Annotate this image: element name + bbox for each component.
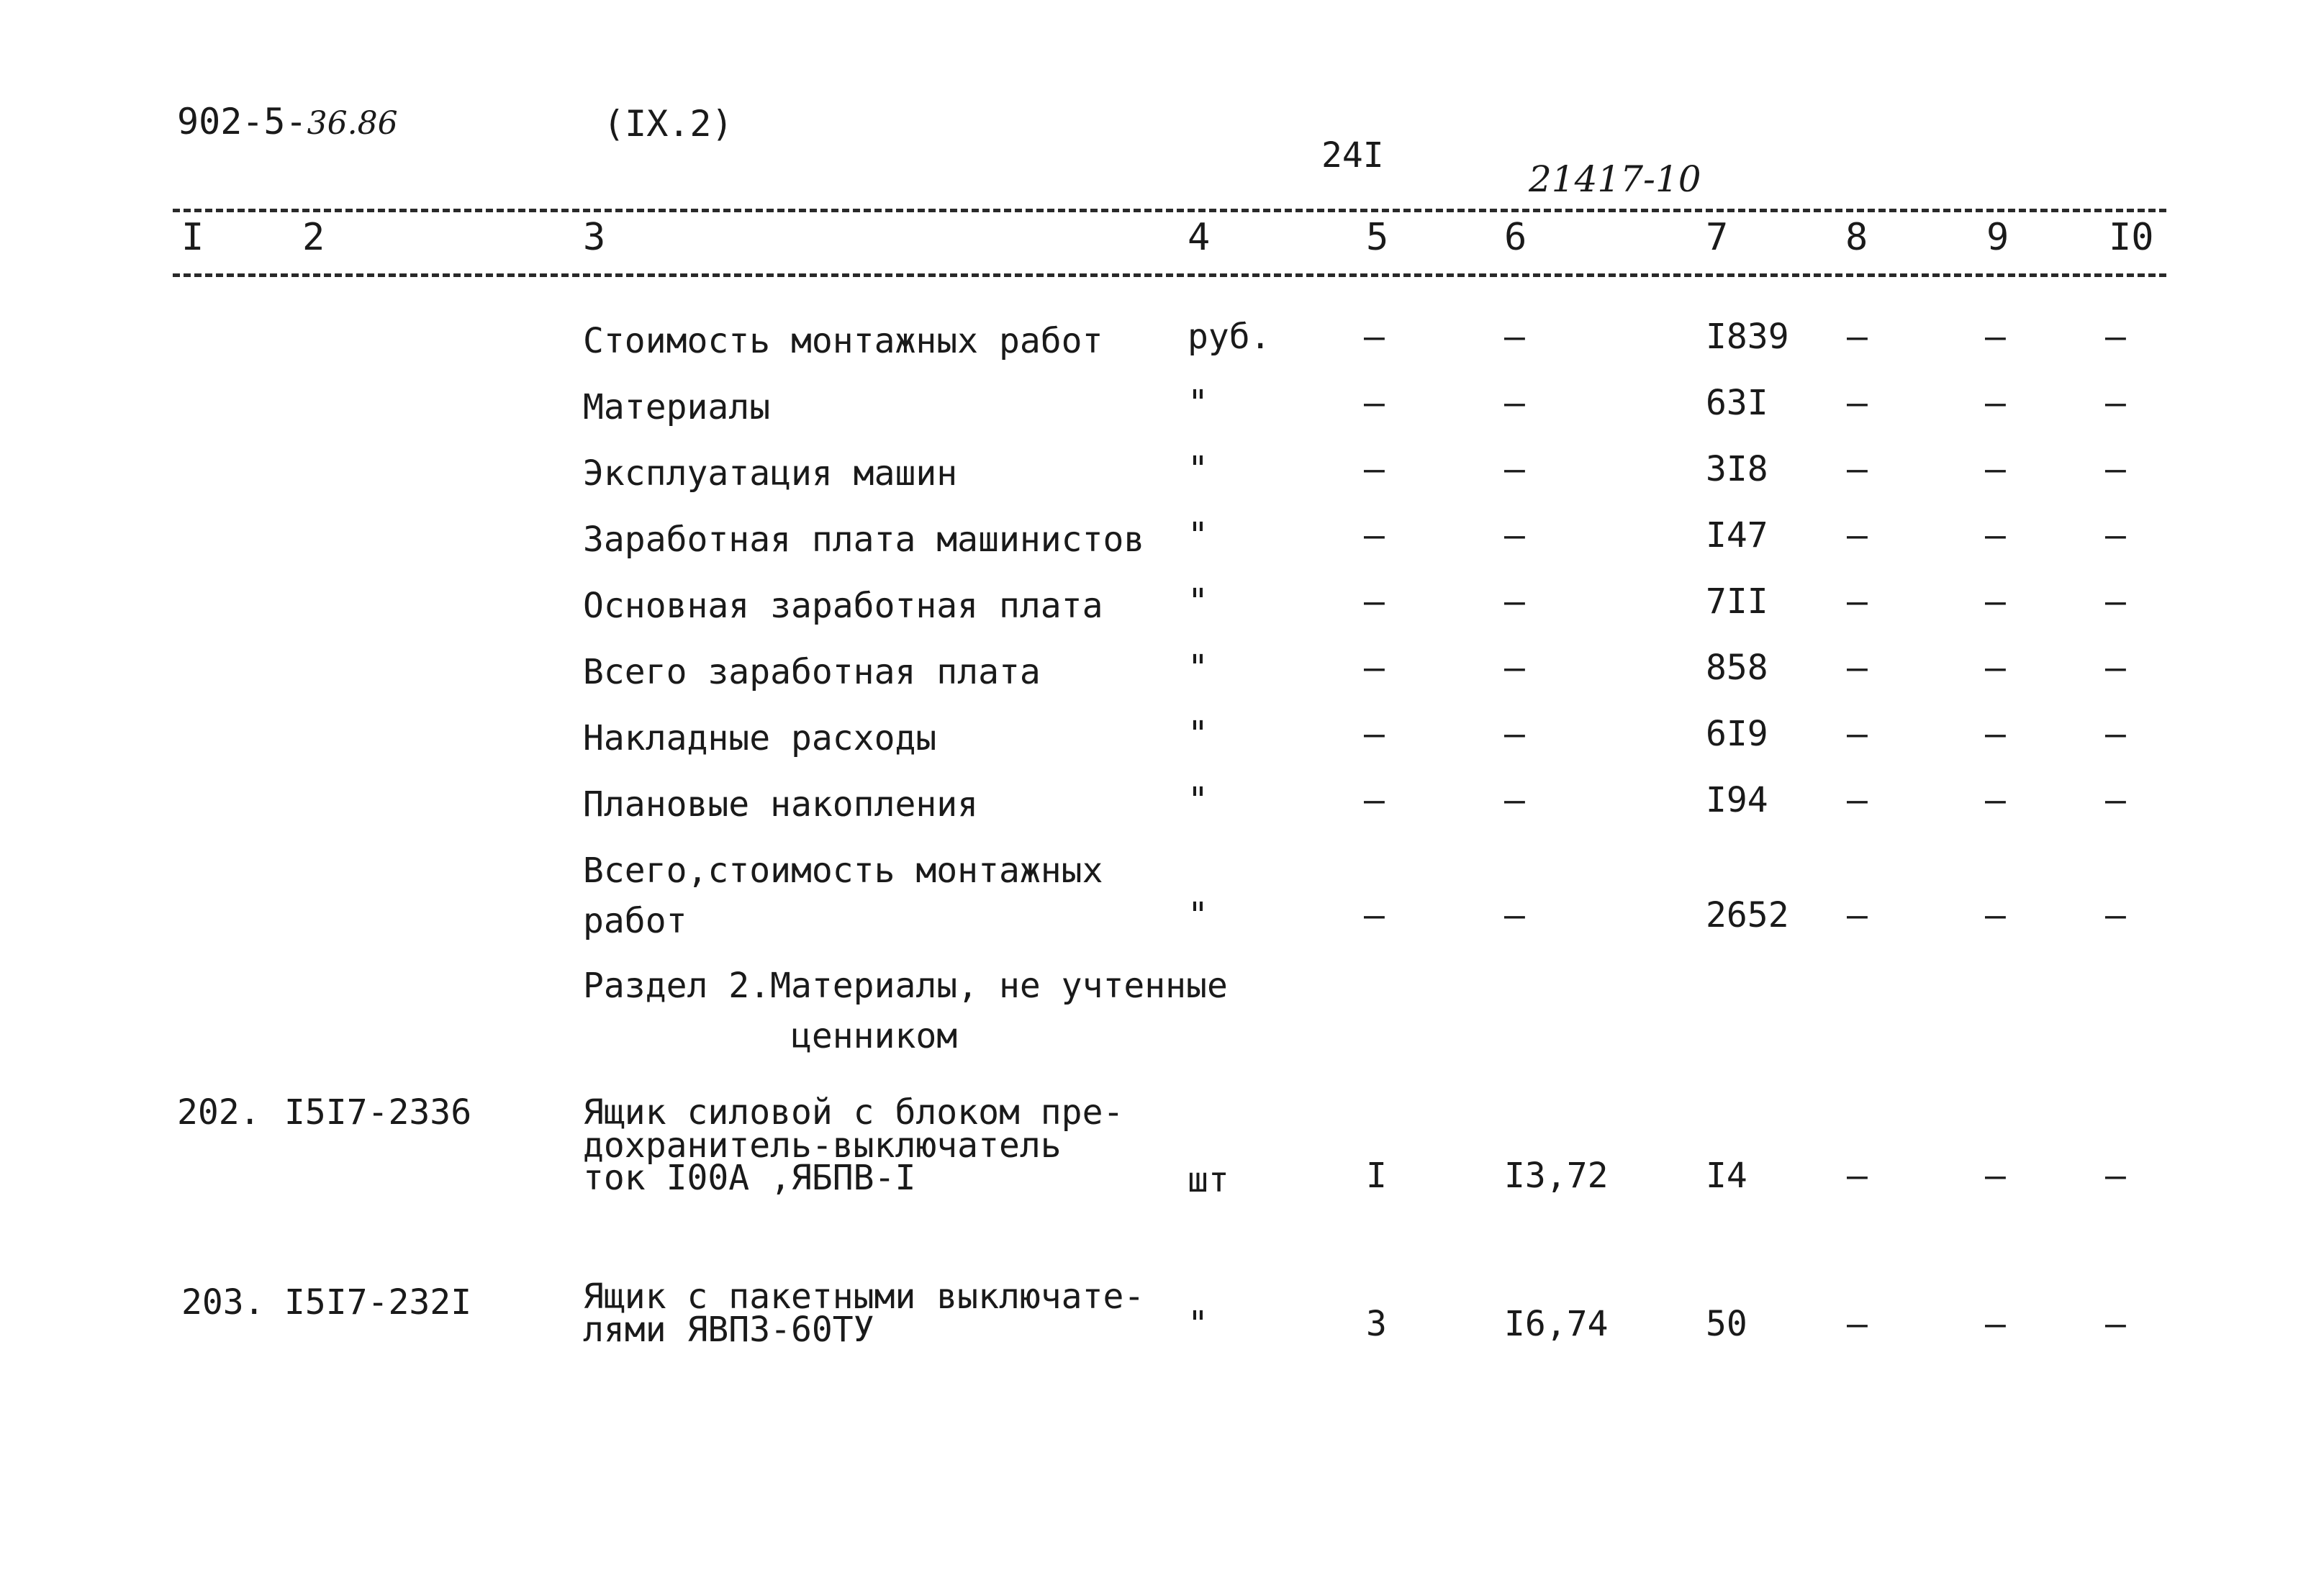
item-col9: – <box>1985 1304 2006 1344</box>
row-col8: – <box>1847 317 1868 357</box>
item-price: I3,72 <box>1504 1156 1609 1196</box>
column-header-3: 3 <box>583 216 606 259</box>
row-col10: – <box>2105 780 2126 820</box>
row-name: Всего,стоимость монтажных работ <box>583 851 1103 941</box>
row-unit: " <box>1188 648 1208 688</box>
row-col10: – <box>2105 895 2126 935</box>
row-col9: – <box>1985 383 2006 423</box>
row-unit: " <box>1188 383 1208 423</box>
row-col10: – <box>2105 317 2126 357</box>
item-code: I5I7-232I <box>284 1282 472 1323</box>
row-col9: – <box>1985 317 2006 357</box>
section-2-heading: Раздел 2.Материалы, не учтенные ценником <box>583 966 1228 1056</box>
row-col5: – <box>1364 317 1385 357</box>
row-col6: – <box>1504 895 1525 935</box>
row-name: Плановые накопления <box>583 784 979 825</box>
row-col5: – <box>1364 515 1385 556</box>
row-name: Всего заработная плата <box>583 652 1041 692</box>
row-col6: – <box>1504 780 1525 820</box>
column-header-1: I <box>181 216 204 259</box>
item-price: I6,74 <box>1504 1304 1609 1344</box>
item-total: 50 <box>1706 1304 1747 1344</box>
row-name: Эксплуатация машин <box>583 453 958 494</box>
row-col6: – <box>1504 714 1525 754</box>
document-code-printed: 902-5- <box>177 101 307 142</box>
row-col5: – <box>1364 581 1385 622</box>
row-col8: – <box>1847 581 1868 622</box>
item-unit: шт <box>1188 1160 1229 1200</box>
column-header-9: 9 <box>1986 216 2009 259</box>
row-col9: – <box>1985 581 2006 622</box>
row-col10: – <box>2105 383 2126 423</box>
item-col9: – <box>1985 1156 2006 1196</box>
item-name: Ящик с пакетными выключате- лями ЯВП3-60ТУ <box>583 1277 1145 1350</box>
item-col8: – <box>1847 1156 1868 1196</box>
row-col6: – <box>1504 449 1525 489</box>
row-col10: – <box>2105 648 2126 688</box>
row-col5: – <box>1364 449 1385 489</box>
row-col9: – <box>1985 648 2006 688</box>
row-col5: – <box>1364 714 1385 754</box>
row-col7: 858 <box>1706 648 1768 688</box>
column-header-10: I0 <box>2109 216 2154 259</box>
row-col9: – <box>1985 780 2006 820</box>
handwritten-doc-code: 21417-10 <box>1529 158 1701 200</box>
column-header-6: 6 <box>1504 216 1527 259</box>
row-name: Накладные расходы <box>583 718 937 758</box>
row-col5: – <box>1364 383 1385 423</box>
item-number: 203. <box>181 1282 265 1323</box>
row-col9: – <box>1985 714 2006 754</box>
column-header-2: 2 <box>302 216 325 259</box>
row-col8: – <box>1847 383 1868 423</box>
document-code-handwritten: 36.86 <box>307 105 398 142</box>
row-name: Основная заработная плата <box>583 586 1103 626</box>
row-unit: " <box>1188 581 1208 622</box>
column-header-5: 5 <box>1366 216 1389 259</box>
row-col10: – <box>2105 515 2126 556</box>
row-unit: " <box>1188 449 1208 489</box>
item-quantity: I <box>1366 1156 1387 1196</box>
row-col8: – <box>1847 714 1868 754</box>
row-unit: руб. <box>1188 317 1271 357</box>
row-name: Стоимость монтажных работ <box>583 321 1103 361</box>
row-col8: – <box>1847 648 1868 688</box>
item-total: I4 <box>1706 1156 1747 1196</box>
item-number: 202. <box>177 1092 261 1133</box>
section-label: (IX.2) <box>603 103 733 145</box>
header-rule-top <box>173 209 2166 212</box>
column-header-8: 8 <box>1845 216 1868 259</box>
item-unit: " <box>1188 1304 1208 1344</box>
item-quantity: 3 <box>1366 1304 1387 1344</box>
row-col9: – <box>1985 895 2006 935</box>
row-col7: 3I8 <box>1706 449 1768 489</box>
item-col10: – <box>2105 1156 2126 1196</box>
row-col10: – <box>2105 714 2126 754</box>
row-col10: – <box>2105 581 2126 622</box>
item-name: Ящик силовой с блоком пре- дохранитель-выключатель ток I00А ,ЯБПВ-I <box>583 1092 1124 1199</box>
column-header-4: 4 <box>1188 216 1211 259</box>
row-col5: – <box>1364 895 1385 935</box>
row-col9: – <box>1985 449 2006 489</box>
row-col5: – <box>1364 648 1385 688</box>
row-col10: – <box>2105 449 2126 489</box>
row-col8: – <box>1847 780 1868 820</box>
row-col7: I839 <box>1706 317 1789 357</box>
row-col7: 6I9 <box>1706 714 1768 754</box>
document-code <box>177 101 398 142</box>
row-col6: – <box>1504 648 1525 688</box>
row-unit: " <box>1188 515 1208 556</box>
row-unit: " <box>1188 895 1208 935</box>
row-col8: – <box>1847 895 1868 935</box>
row-col7: I47 <box>1706 515 1768 556</box>
row-col6: – <box>1504 581 1525 622</box>
row-name: Материалы <box>583 387 771 427</box>
row-col6: – <box>1504 383 1525 423</box>
row-col7: 63I <box>1706 383 1768 423</box>
row-col5: – <box>1364 780 1385 820</box>
page-number: 24I <box>1321 135 1384 176</box>
item-code: I5I7-2336 <box>284 1092 472 1133</box>
row-unit: " <box>1188 714 1208 754</box>
column-header-7: 7 <box>1706 216 1729 259</box>
row-unit: " <box>1188 780 1208 820</box>
row-col8: – <box>1847 449 1868 489</box>
item-col10: – <box>2105 1304 2126 1344</box>
row-col9: – <box>1985 515 2006 556</box>
row-col6: – <box>1504 317 1525 357</box>
row-col7: 7II <box>1706 581 1768 622</box>
item-col8: – <box>1847 1304 1868 1344</box>
row-col6: – <box>1504 515 1525 556</box>
row-col7: I94 <box>1706 780 1768 820</box>
row-name: Заработная плата машинистов <box>583 520 1145 560</box>
row-col7: 2652 <box>1706 895 1789 935</box>
row-col8: – <box>1847 515 1868 556</box>
header-rule-bottom <box>173 273 2166 277</box>
